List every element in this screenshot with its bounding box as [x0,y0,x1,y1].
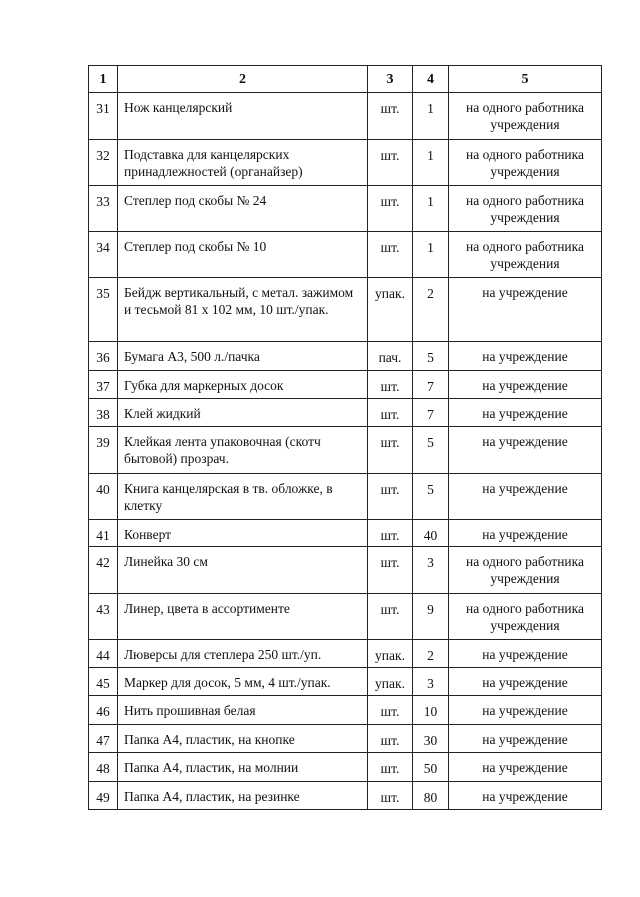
row-number: 37 [89,371,118,399]
item-unit: шт. [368,753,413,782]
item-quantity: 5 [413,342,449,371]
item-quantity: 9 [413,594,449,640]
item-norm: на учреждение [449,371,602,399]
table-row [89,140,602,186]
item-quantity: 1 [413,140,449,186]
item-name: Степлер под скобы № 24 [118,186,368,232]
item-quantity: 30 [413,725,449,753]
item-quantity: 5 [413,427,449,474]
row-number: 35 [89,278,118,342]
row-number: 40 [89,474,118,520]
item-quantity: 10 [413,696,449,725]
header-col-3: 3 [368,66,413,93]
item-name: Маркер для досок, 5 мм, 4 шт./упак. [118,668,368,696]
row-number: 32 [89,140,118,186]
item-unit: упак. [368,278,413,342]
table-row [89,640,602,668]
table-row [89,520,602,547]
row-number: 33 [89,186,118,232]
table-row [89,474,602,520]
item-norm: на учреждение [449,278,602,342]
table-row [89,782,602,810]
row-number: 47 [89,725,118,753]
item-name: Линер, цвета в ассортименте [118,594,368,640]
item-norm: на одного работника учреждения [449,594,602,640]
table-row [89,278,602,342]
item-norm: на учреждение [449,520,602,547]
row-number: 31 [89,93,118,140]
table-row [89,594,602,640]
item-norm: на учреждение [449,696,602,725]
item-quantity: 5 [413,474,449,520]
item-unit: шт. [368,547,413,594]
item-norm: на учреждение [449,753,602,782]
table-row [89,547,602,594]
item-norm: на учреждение [449,342,602,371]
item-name: Папка А4, пластик, на резинке [118,782,368,810]
item-norm: на учреждение [449,399,602,427]
item-norm: на учреждение [449,725,602,753]
table-row [89,371,602,399]
item-unit: шт. [368,427,413,474]
header-col-4: 4 [413,66,449,93]
item-norm: на учреждение [449,782,602,810]
row-number: 49 [89,782,118,810]
item-name: Губка для маркерных досок [118,371,368,399]
item-name: Бумага А3, 500 л./пачка [118,342,368,371]
header-col-1: 1 [89,66,118,93]
header-col-5: 5 [449,66,602,93]
item-quantity: 1 [413,93,449,140]
item-quantity: 40 [413,520,449,547]
row-number: 34 [89,232,118,278]
item-unit: шт. [368,399,413,427]
item-quantity: 2 [413,278,449,342]
item-norm: на учреждение [449,427,602,474]
item-name: Подставка для канцелярских принадлежностей (органайзер) [118,140,368,186]
item-unit: шт. [368,186,413,232]
item-unit: шт. [368,782,413,810]
row-number: 36 [89,342,118,371]
item-unit: упак. [368,640,413,668]
item-name: Клейкая лента упаковочная (скотч бытовой) прозрач. [118,427,368,474]
item-name: Папка А4, пластик, на кнопке [118,725,368,753]
item-unit: пач. [368,342,413,371]
item-name: Книга канцелярская в тв. обложке, в клетку [118,474,368,520]
item-name: Нить прошивная белая [118,696,368,725]
item-quantity: 2 [413,640,449,668]
table-row [89,696,602,725]
item-quantity: 1 [413,186,449,232]
item-quantity: 7 [413,399,449,427]
item-unit: шт. [368,140,413,186]
item-unit: шт. [368,696,413,725]
header-col-2: 2 [118,66,368,93]
row-number: 42 [89,547,118,594]
item-name: Нож канцелярский [118,93,368,140]
item-unit: шт. [368,725,413,753]
item-quantity: 7 [413,371,449,399]
item-norm: на учреждение [449,474,602,520]
item-unit: шт. [368,594,413,640]
item-unit: упак. [368,668,413,696]
supply-norms-table [88,65,602,810]
item-name: Конверт [118,520,368,547]
item-quantity: 1 [413,232,449,278]
table-header-row [89,66,602,93]
table-row [89,342,602,371]
item-norm: на одного работника учреждения [449,547,602,594]
table-row [89,399,602,427]
item-name: Папка А4, пластик, на молнии [118,753,368,782]
item-unit: шт. [368,520,413,547]
item-unit: шт. [368,232,413,278]
table-row [89,232,602,278]
item-norm: на одного работника учреждения [449,140,602,186]
row-number: 43 [89,594,118,640]
item-name: Степлер под скобы № 10 [118,232,368,278]
item-unit: шт. [368,371,413,399]
row-number: 44 [89,640,118,668]
item-quantity: 50 [413,753,449,782]
item-norm: на одного работника учреждения [449,93,602,140]
item-norm: на учреждение [449,668,602,696]
row-number: 38 [89,399,118,427]
item-name: Бейдж вертикальный, с метал. зажимом и тесьмой 81 х 102 мм, 10 шт./упак. [118,278,368,342]
table-row [89,186,602,232]
item-quantity: 3 [413,668,449,696]
item-unit: шт. [368,474,413,520]
item-quantity: 3 [413,547,449,594]
table-row [89,427,602,474]
item-name: Люверсы для степлера 250 шт./уп. [118,640,368,668]
row-number: 48 [89,753,118,782]
item-quantity: 80 [413,782,449,810]
item-norm: на одного работника учреждения [449,232,602,278]
item-name: Клей жидкий [118,399,368,427]
item-name: Линейка 30 см [118,547,368,594]
row-number: 41 [89,520,118,547]
item-unit: шт. [368,93,413,140]
row-number: 39 [89,427,118,474]
table-row [89,753,602,782]
row-number: 46 [89,696,118,725]
item-norm: на учреждение [449,640,602,668]
table-row [89,93,602,140]
table-row [89,725,602,753]
row-number: 45 [89,668,118,696]
table-row [89,668,602,696]
item-norm: на одного работника учреждения [449,186,602,232]
